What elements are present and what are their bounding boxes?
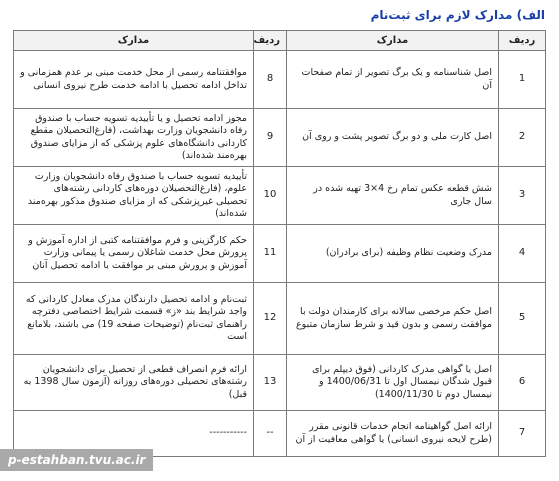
table-row	[14, 225, 546, 283]
row-number-cell: 2	[499, 109, 546, 167]
table-row	[14, 283, 546, 355]
document-cell: -----------	[14, 411, 254, 457]
document-cell: ثبت‌نام و ادامه تحصیل دارندگان مدرک معادل کاردانی که واجد شرایط بند «ز» قسمت شرایط اختصاصی دفترچه راهنمای ثبت‌نام (توضیحات صفحه 19) می باشند، بلامانع است	[14, 283, 254, 355]
row-number-cell: 12	[254, 283, 287, 355]
site-watermark: p-estahban.tvu.ac.ir	[0, 449, 153, 471]
table-row	[14, 167, 546, 225]
document-cell: ارائه فرم انصراف قطعی از تحصیل برای دانشجویان رشته‌های تحصیلی دوره‌های روزانه (آزمون سال 1398 به قبل)	[14, 355, 254, 411]
page-heading: الف) مدارک لازم برای ثبت‌نام	[370, 8, 545, 22]
row-number-cell: 5	[499, 283, 546, 355]
table-row	[14, 109, 546, 167]
table-header-row	[14, 31, 546, 51]
document-cell: مجوز ادامه تحصیل و یا تأییدیه تسویه حساب با صندوق رفاه دانشجویان وزارت بهداشت، (فارغ‌التحصیلان مقطع کاردانی دانشگاه‌های علوم پزشکی که از مزایای صندوق بهره‌مند شده‌اند)	[14, 109, 254, 167]
document-cell: موافقتنامه رسمی از محل خدمت مبنی بر عدم همزمانی و تداخل ادامه تحصیل با ادامه خدمت طرح نیروی انسانی	[14, 51, 254, 109]
document-cell: تأییدیه تسویه حساب با صندوق رفاه دانشجویان وزارت علوم، (فارغ‌التحصیلان دوره‌های کاردانی رشته‌های تحصیلی غیرپزشکی که از مزایای صندوق مذکور بهره‌مند شده‌اند)	[14, 167, 254, 225]
table-row	[14, 355, 546, 411]
document-cell: مدرک وضعیت نظام وظیفه (برای برادران)	[287, 225, 499, 283]
documents-table	[13, 30, 546, 457]
row-number-cell: 6	[499, 355, 546, 411]
row-number-cell: 10	[254, 167, 287, 225]
document-cell: حکم کارگزینی و فرم موافقتنامه کتبی از اداره آموزش و پرورش محل خدمت شاغلان رسمی یا پیمانی وزارت آموزش و پرورش مبنی بر موافقت با ادامه تحصیل آنان	[14, 225, 254, 283]
row-number-cell: 11	[254, 225, 287, 283]
row-number-cell: 9	[254, 109, 287, 167]
row-number-cell: --	[254, 411, 287, 457]
row-number-cell: 7	[499, 411, 546, 457]
table-row	[14, 51, 546, 109]
document-cell: اصل شناسنامه و یک برگ تصویر از تمام صفحات آن	[287, 51, 499, 109]
document-cell: اصل یا گواهی مدرک کاردانی (فوق دیپلم برای قبول شدگان نیمسال اول تا 1400/06/31 و نیمسال دوم تا 1400/11/30)	[287, 355, 499, 411]
row-number-header: ردیف	[499, 31, 546, 51]
document-cell: شش قطعه عکس تمام رخ 4×3 تهیه شده در سال جاری	[287, 167, 499, 225]
row-number-cell: 8	[254, 51, 287, 109]
documents-header: مدارک	[287, 31, 499, 51]
document-cell: ارائه اصل گواهینامه انجام خدمات قانونی مقرر (طرح لایحه نیروی انسانی) یا گواهی معافیت از آن	[287, 411, 499, 457]
documents-header: مدارک	[14, 31, 254, 51]
row-number-cell: 4	[499, 225, 546, 283]
row-number-cell: 1	[499, 51, 546, 109]
row-number-header: ردیف	[254, 31, 287, 51]
row-number-cell: 3	[499, 167, 546, 225]
document-cell: اصل حکم مرخصی سالانه برای کارمندان دولت با موافقت رسمی و بدون قید و شرط سازمان متبوع	[287, 283, 499, 355]
row-number-cell: 13	[254, 355, 287, 411]
document-cell: اصل کارت ملی و دو برگ تصویر پشت و روی آن	[287, 109, 499, 167]
